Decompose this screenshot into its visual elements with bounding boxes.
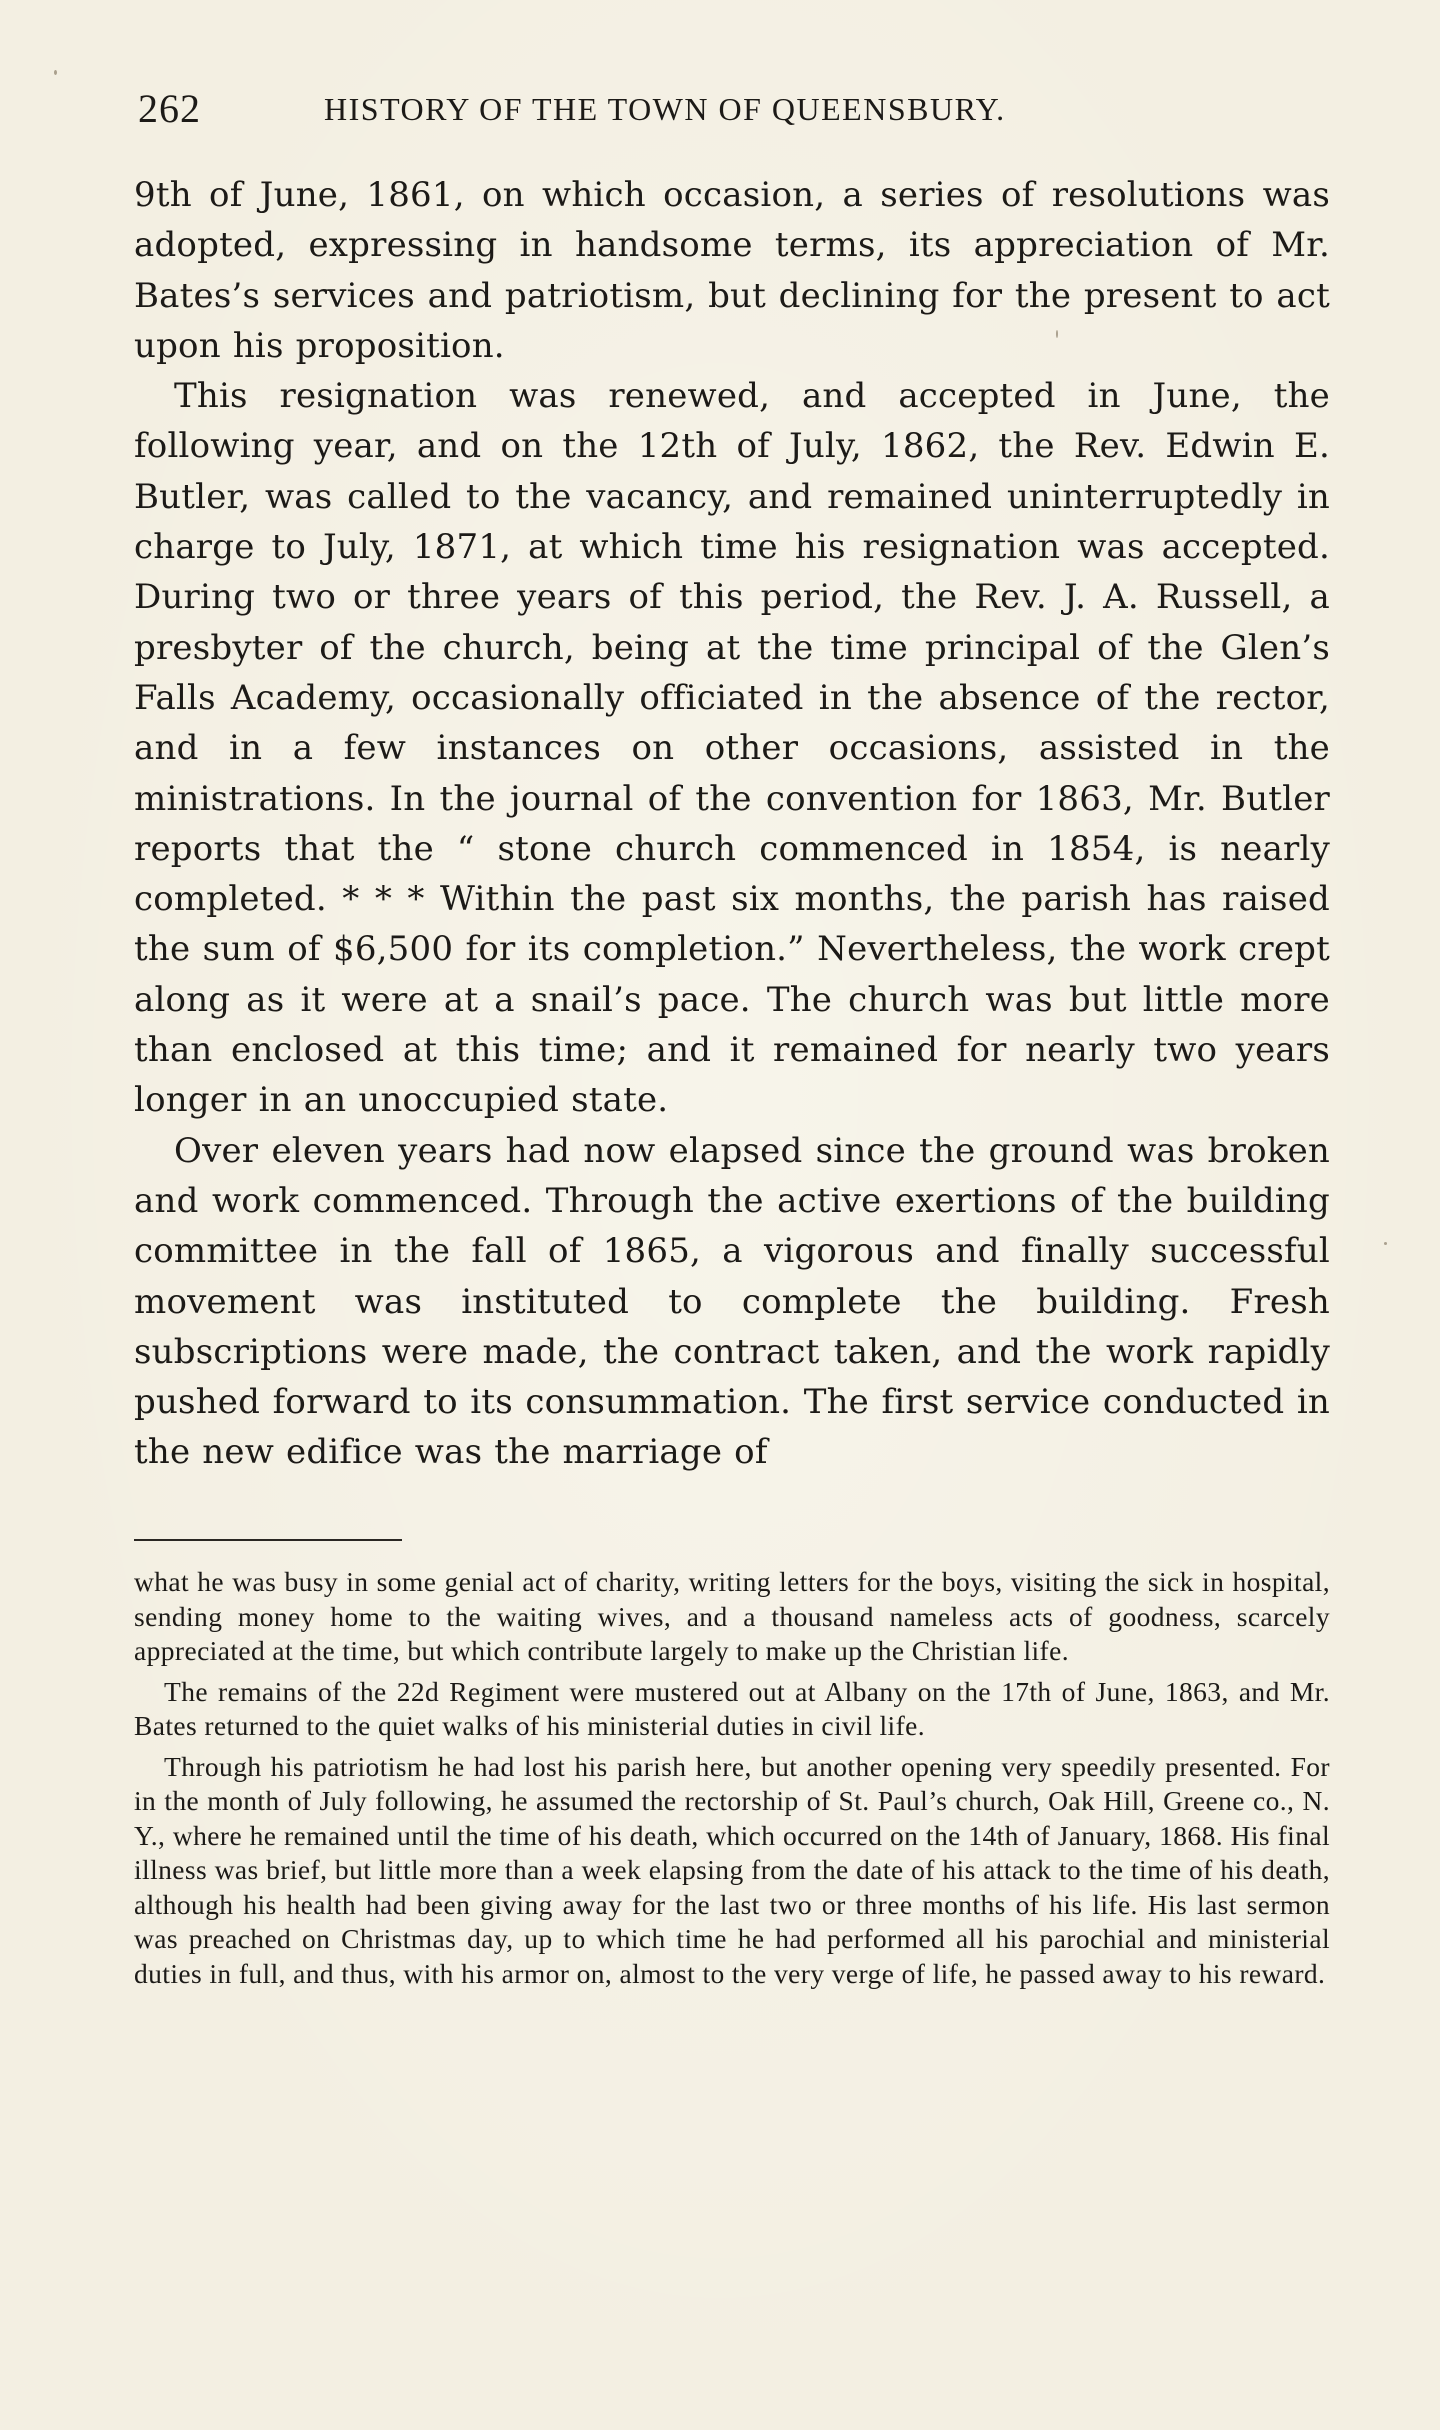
- footnote-paragraph: Through his patriotism he had lost his parish here, but another opening very speedily presented. For in the month of July following, he assumed the rectorship of St. Paul’s church, Oak Hill, Greene co., N. Y., where he remained until the time of his death, which occurred on the 14th of January, 1868. His final illness was brief, but little more than a week elapsing from the date of his attack to the time of his death, although his health had been giving away for the last two or three months of his life. His last sermon was preached on Christmas day, up to which time he had performed all his parochial and ministerial duties in full, and thus, with his armor on, almost to the very verge of life, he passed away to his reward.: [134, 1750, 1330, 1989]
- footnote-paragraph: what he was busy in some genial act of charity, writing letters for the boys, visiting the sick in hospital, sending money home to the waiting wives, and a thousand nameless acts of goodness, scarcely appreciated at the time, but which contribute largely to make up the Christian life.: [134, 1566, 1330, 1666]
- main-text: [134, 170, 1330, 1478]
- body-paragraph: This resignation was renewed, and accepted in June, the following year, and on the 12th of July, 1862, the Rev. Edwin E. Butler, was called to the vacancy, and remained uninterruptedly in charge to July, 1871, at which time his resignation was accepted. During two or three years of this period, the Rev. J. A. Russell, a presbyter of the church, being at the time principal of the Glen’s Falls Academy, occasionally officiated in the absence of the rector, and in a few instances on other occasions, assisted in the ministrations. In the journal of the convention for 1863, Mr. Butler reports that the “ stone church commenced in 1854, is nearly completed. * * * Within the past six months, the parish has raised the sum of $6,500 for its completion.” Nevertheless, the work crept along as it were at a snail’s pace. The church was but little more than enclosed at this time; and it remained for nearly two years longer in an unoccupied state.: [134, 376, 1330, 1121]
- footnote-paragraph: The remains of the 22d Regiment were mustered out at Albany on the 17th of June, 1863, and Mr. Bates returned to the quiet walks of his ministerial duties in civil life.: [134, 1675, 1330, 1741]
- page-header: [136, 85, 1136, 135]
- body-paragraph: 9th of June, 1861, on which occasion, a series of resolutions was adopted, expressing in handsome terms, its appreciation of Mr. Bates’s services and patriotism, but declining for the present to act upon his proposition.: [134, 175, 1330, 366]
- paper-speck: [1384, 1242, 1387, 1245]
- running-head: HISTORY OF THE TOWN OF QUEENSBURY.: [324, 91, 1006, 127]
- footnotes: [134, 1565, 1330, 1991]
- page-number: 262: [138, 86, 201, 131]
- footnote-rule: [134, 1539, 402, 1541]
- paper-speck: [54, 70, 57, 75]
- body-paragraph: Over eleven years had now elapsed since the ground was broken and work commenced. Through the active exertions of the building committee in the fall of 1865, a vigorous and finally successful movement was instituted to complete the building. Fresh subscriptions were made, the contract taken, and the work rapidly pushed forward to its consummation. The first service conducted in the new edifice was the marriage of: [134, 1130, 1330, 1473]
